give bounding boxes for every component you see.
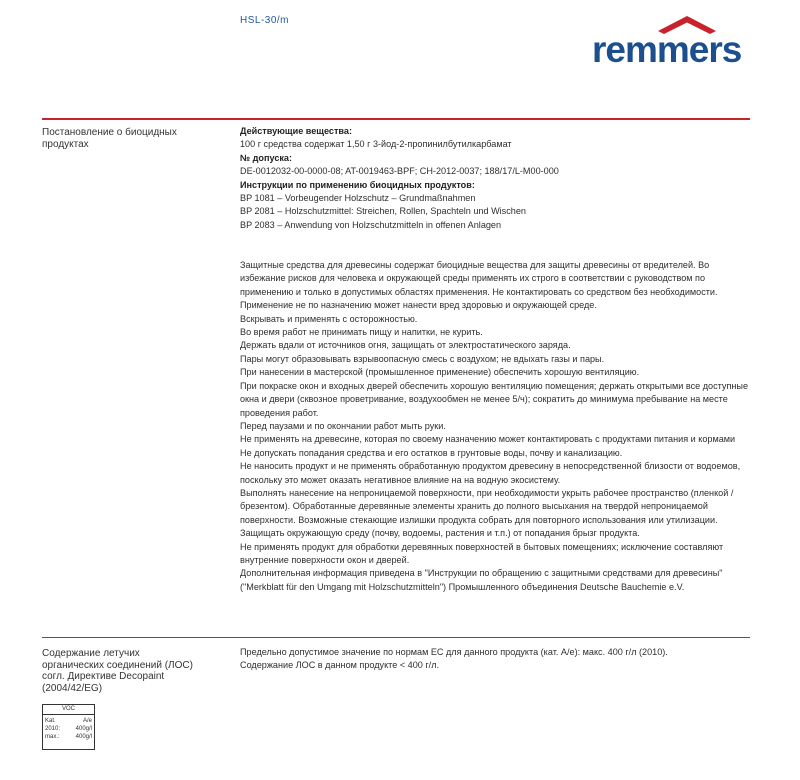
section-label-biocide: Постановление о биоцидных продуктах (42, 127, 177, 150)
safety-paragraph: Во время работ не принимать пищу и напитки, не курить. (240, 327, 483, 338)
active-substances-text: 100 г средства содержат 1,50 г 3-йод-2-пропинилбутилкарбамат (240, 139, 512, 150)
active-substances-heading: Действующие вещества: (240, 126, 352, 136)
approval-number-heading: № допуска: (240, 152, 293, 163)
safety-paragraph: Держать вдали от источников огня, защищать от электростатического заряда. (240, 340, 571, 351)
safety-paragraph: Не применять на древесине, которая по своему назначению может контактировать с продуктами питания и кормами (240, 434, 736, 445)
voc-box-row (43, 733, 94, 741)
safety-paragraph: Пары могут образовывать взрывоопасную смесь с воздухом; не вдыхать газы и пары. (240, 353, 605, 364)
safety-paragraph: Не применять продукт для обработки деревянных поверхностей в бытовых помещениях; исключение составляют внутренние поверхности окон и дверей. (240, 541, 724, 565)
safety-paragraph: При покраске окон и входных дверей обеспечить хорошую вентиляцию помещения; держать открытыми все доступные окна и двери (сквозное проветривание, воздухообмен не менее 5/ч); сократить до минимума пребывание на месте проведения работ. (240, 380, 749, 418)
safety-paragraph: Вскрывать и применять с осторожностью. (240, 313, 418, 324)
voc-row-value: A/e (82, 718, 92, 724)
voc-row-value: 400g/l (75, 726, 92, 732)
safety-paragraph: Перед паузами и по окончании работ мыть руки. (240, 420, 446, 431)
instruction-item: BP 2081 – Holzschutzmittel: Streichen, Rollen, Spachteln und Wischen (240, 206, 526, 217)
voc-row-key: 2010: (45, 726, 61, 732)
safety-paragraph: Защитные средства для древесины содержат биоцидные вещества для защиты древесины от вредителей. Во избежание рисков для человека и окружающей среды применять их строго в соответствии с руководством по применению и только в допустимых областях применения. Не контактировать со средством без необходимости. Применение не по назначению может нанести вред здоровью и окружающей среде. (240, 260, 718, 311)
safety-paragraph: Выполнять нанесение на непроницаемой поверхности, при необходимости укрыть рабочее пространство (пленкой / брезентом). Обработанные деревянные элементы хранить до полного высыхания на твердой непроницаемой поверхности. Возможные стекающие излишки продукта собрать для повторного использования или утилизации. (240, 487, 734, 525)
voc-content (240, 646, 750, 673)
voc-row-key: max.: (45, 734, 60, 740)
approval-number-text: DE-0012032-00-0000-08; AT-0019463-BPF; CH-2012-0037; 188/17/L-M00-000 (240, 166, 559, 177)
voc-label-box (42, 704, 95, 750)
safety-paragraph: Защищать окружающую среду (почву, водоемы, растения и т.п.) от попадания брызг продукта. (240, 528, 640, 539)
remmers-logo (592, 16, 752, 70)
voc-row-key: Kat. (45, 718, 56, 724)
safety-paragraph: Не допускать попадания средства и его остатков в грунтовые воды, почву и канализацию. (240, 447, 623, 458)
biocide-content (240, 125, 750, 594)
voc-limit-text: Предельно допустимое значение по нормам ЕС для данного продукта (кат. A/e): макс. 400 г/л (2010). (240, 647, 668, 657)
safety-paragraph: При нанесении в мастерской (промышленное применение) обеспечить хорошую вентиляцию. (240, 367, 640, 378)
safety-paragraph: Дополнительная информация приведена в "Инструкции по обращению с защитными средствами для древесины" ("Merkblatt für den Umgang mit Holzschutzmitteln") Промышленного объединения Deutsche Bauchemie e.V. (240, 568, 723, 592)
safety-paragraph: Не наносить продукт и не применять обработанную продуктом древесину в непосредственной близости от водоемов, поскольку это может оказать негативное влияние на на водную экосистему. (240, 461, 741, 485)
instruction-item: BP 1081 – Vorbeugender Holzschutz – Grundmaßnahmen (240, 193, 476, 204)
voc-box-row (43, 717, 94, 725)
brand-wordmark: remmers (592, 29, 742, 70)
voc-row-value: 400g/l (75, 734, 92, 740)
voc-box-title: VOC (43, 705, 94, 715)
section-divider (42, 637, 750, 638)
voc-box-row (43, 725, 94, 733)
instructions-heading: Инструкции по применению биоцидных продуктов: (240, 179, 475, 190)
header-divider (42, 118, 750, 120)
voc-content-text: Содержание ЛОС в данном продукте < 400 г/л. (240, 660, 440, 671)
section-label-voc: Содержание летучих органических соединений (ЛОС) согл. Директиве Decopaint (2004/42/EG) (42, 648, 193, 694)
doc-code: HSL-30/m (240, 15, 290, 26)
instruction-item: BP 2083 – Anwendung von Holzschutzmitteln in offenen Anlagen (240, 219, 502, 230)
